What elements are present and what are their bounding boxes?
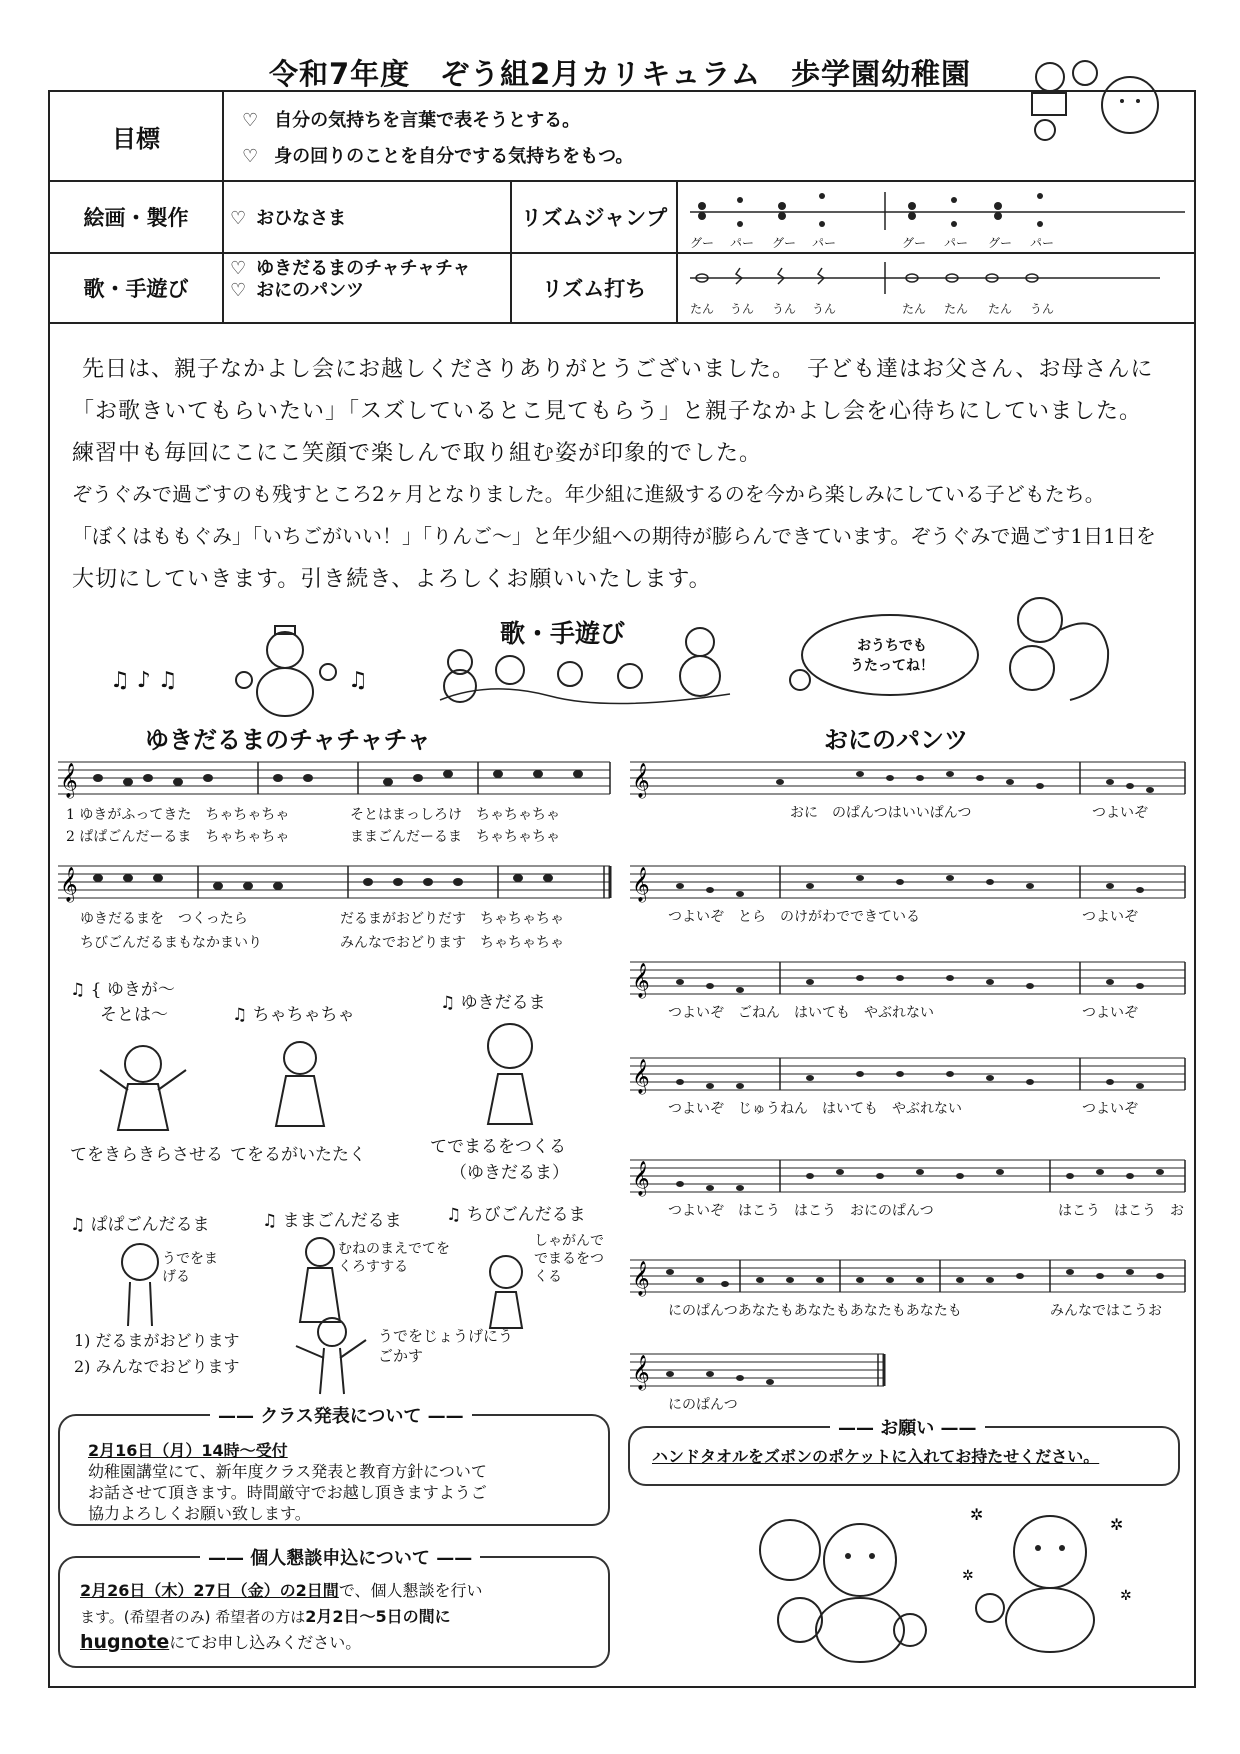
speech-bubble: おうちでも うたってね！ xyxy=(850,638,934,674)
song2-staff-6 xyxy=(630,1256,1190,1296)
rhythm-clap-label-3: うん xyxy=(772,302,797,316)
action-2-head: ♫ ちゃちゃちゃ xyxy=(232,1005,355,1025)
song1-lyric-4b: みんなでおどります ちゃちゃちゃ xyxy=(340,935,564,951)
song2-lyric-4a: つよいぞ じゅうねん はいても やぶれない xyxy=(668,1101,962,1117)
action-3-head: ♫ ゆきだるま xyxy=(440,993,546,1013)
song1-lyric-4a: ちびごんだるまもなかまいり xyxy=(80,935,262,951)
action-1-head: ♫ { ゆきが〜 xyxy=(70,980,175,1000)
goal-item-1: ♡ 自分の気持ちを言葉で表そうとする。 xyxy=(242,110,581,131)
child-clap-illustration xyxy=(260,1036,340,1136)
music-note-icon: ♫ xyxy=(348,668,368,693)
child-circle-illustration xyxy=(470,1020,550,1130)
song2-lyric-1b: つよいぞ xyxy=(1092,805,1148,821)
music-notes-icon: ♫ ♪ ♫ xyxy=(110,668,178,693)
action-3-desc-2: （ゆきだるま） xyxy=(450,1163,569,1183)
svg-text:𝄞: 𝄞 xyxy=(632,963,650,998)
page-title: 令和7年度 ぞう組2月カリキュラム 歩学園幼稚園 xyxy=(268,57,972,91)
rhythm-clap-label-7: たん xyxy=(988,302,1013,316)
song1-lyric-2b: ままごんだーるま ちゃちゃちゃ xyxy=(350,829,560,845)
rhythm-jump-label: リズムジャンプ xyxy=(520,206,668,230)
song2-staff-1 xyxy=(630,758,1190,798)
song2-staff-2 xyxy=(630,862,1190,902)
song2-lyric-2b: つよいぞ xyxy=(1082,909,1138,925)
rhythm-jump-label-2: パー xyxy=(730,236,755,250)
banner-scene-illustration xyxy=(430,590,740,710)
song2-lyric-3a: つよいぞ ごねん はいても やぶれない xyxy=(668,1005,934,1021)
interview-notice-line-3: hugnoteにてお申し込みください。 xyxy=(80,1631,362,1653)
svg-text:𝄞: 𝄞 xyxy=(632,763,650,798)
heart-icon: ♡ xyxy=(230,258,247,279)
rhythm-clap-label-4: うん xyxy=(812,302,837,316)
rhythm-clap-notation xyxy=(690,260,1190,300)
chibi-snowman-illustration xyxy=(476,1248,536,1338)
art-label: 絵画・製作 xyxy=(83,206,189,230)
heart-icon: ♡ xyxy=(230,280,247,301)
action-1-desc: てをきらきらさせる xyxy=(70,1145,223,1165)
song1-lyric-3b: だるまがおどりだす ちゃちゃちゃ xyxy=(340,911,564,927)
song2-lyric-1a: おに のぱんつはいいぱんつ xyxy=(790,805,972,821)
heart-icon: ♡ xyxy=(230,208,247,229)
song1-lyric-1a: 1 ゆきがふってきた ちゃちゃちゃ xyxy=(66,807,290,823)
rhythm-jump-label-5: グー xyxy=(902,236,927,250)
interview-notice-line-2: ます。(希望者のみ) 希望者の方は2月2日〜5日の間に xyxy=(80,1607,451,1626)
ogre-character-illustration xyxy=(990,590,1120,710)
art-content: ♡ おひなさま xyxy=(230,208,347,229)
svg-text:𝄞: 𝄞 xyxy=(60,867,78,902)
rhythm-clap-label-2: うん xyxy=(730,302,755,316)
song1-staff-2 xyxy=(58,862,613,902)
rhythm-jump-label-3: グー xyxy=(772,236,797,250)
action-b2-head: ♫ ままごんだるま xyxy=(262,1211,402,1231)
interview-notice-heading: —— 個人懇談申込について —— xyxy=(200,1544,480,1570)
rhythm-jump-notation xyxy=(690,190,1190,250)
action-b3-head: ♫ ちびごんだるま xyxy=(446,1205,586,1225)
heart-icon: ♡ xyxy=(242,146,259,167)
class-notice-line-2: お話させて頂きます。時間厳守でお越し頂きますようご xyxy=(88,1483,487,1502)
song2-lyric-6a: にのぱんつあなたもあなたもあなたもあなたも xyxy=(668,1303,962,1319)
goals-label: 目標 xyxy=(112,124,160,153)
snowman-bear-illustration xyxy=(960,1500,1140,1660)
action-2-desc: てをるがいたたく xyxy=(230,1145,366,1165)
goal-item-2: ♡ 身の回りのことを自分でする気持ちをもつ。 xyxy=(242,146,634,167)
song2-staff-5 xyxy=(630,1156,1190,1196)
action-3-desc: てでまるをつくる xyxy=(430,1137,566,1157)
song1-staff-1 xyxy=(58,758,613,798)
svg-text:✲: ✲ xyxy=(970,1505,984,1524)
song2-title: おにのパンツ xyxy=(824,726,968,754)
heart-icon: ♡ xyxy=(242,110,259,131)
song2-lyric-5b: はこう はこう お xyxy=(1058,1203,1184,1219)
letter-line-6: 大切にしていきます。引き続き、よろしくお願いいたします。 xyxy=(72,567,712,592)
rhythm-clap-label-5: たん xyxy=(902,302,927,316)
letter-line-1: 先日は、親子なかよし会にお越しくださりありがとうございました。 子ども達はお父さん、お母さんに xyxy=(82,357,1154,382)
class-notice-line-1: 幼稚園講堂にて、新年度クラス発表と教育方針について xyxy=(88,1462,487,1481)
rhythm-clap-label-8: うん xyxy=(1030,302,1055,316)
class-notice-heading: —— クラス発表について —— xyxy=(210,1402,472,1428)
letter-line-3: 練習中も毎回にこにこ笑顔で楽しんで取り組む姿が印象的でした。 xyxy=(72,441,763,466)
dancing-child-illustration xyxy=(290,1310,370,1400)
svg-text:𝄞: 𝄞 xyxy=(632,867,650,902)
song2-lyric-5a: つよいぞ はこう はこう おにのぱんつ xyxy=(668,1203,934,1219)
song2-staff-4 xyxy=(630,1054,1190,1094)
svg-text:𝄞: 𝄞 xyxy=(60,763,78,798)
letter-line-5: 「ぼくはももぐみ」「いちごがいい！」「りんご〜」と年少組への期待が膨らんできています。ぞうぐみで過ごす1日1日を xyxy=(72,524,1156,548)
song2-lyric-6b: みんなではこうお xyxy=(1050,1303,1162,1319)
svg-text:𝄞: 𝄞 xyxy=(632,1261,650,1296)
action-c2: 2) みんなでおどります xyxy=(74,1357,240,1376)
class-notice-date: 2月16日（月）14時〜受付 xyxy=(88,1441,288,1460)
request-heading: —— お願い —— xyxy=(830,1414,985,1440)
song2-lyric-4b: つよいぞ xyxy=(1082,1101,1138,1117)
svg-text:𝄞: 𝄞 xyxy=(632,1161,650,1196)
action-b1-head: ♫ ぱぱごんだるま xyxy=(70,1215,210,1235)
rhythm-jump-label-8: パー xyxy=(1030,236,1055,250)
action-b1-desc: うでをまげる xyxy=(162,1251,218,1285)
song2-lyric-3b: つよいぞ xyxy=(1082,1005,1138,1021)
action-1-head-2: そとは〜 xyxy=(100,1005,168,1025)
action-c1: 1) だるまがおどります xyxy=(74,1331,240,1350)
svg-text:✲: ✲ xyxy=(962,1568,974,1584)
letter-line-4: ぞうぐみで過ごすのも残すところ2ヶ月となりました。年少組に進級するのを今から楽しみにしている子どもたち。 xyxy=(72,482,1105,506)
child-hands-up-illustration xyxy=(88,1040,198,1140)
rhythm-clap-label-1: たん xyxy=(690,302,715,316)
song1-title: ゆきだるまのチャチャチャ xyxy=(145,726,431,754)
song1-lyric-2a: 2 ぱぱごんだーるま ちゃちゃちゃ xyxy=(66,829,290,845)
song-content: ♡ ゆきだるまのチャチャチャ ♡ おにのパンツ xyxy=(230,258,471,301)
snowmen-group-illustration xyxy=(740,1500,940,1670)
song1-lyric-1b: そとはまっしろけ ちゃちゃちゃ xyxy=(350,807,560,823)
action-c-desc: うでをじょうげにうごかす xyxy=(378,1327,514,1365)
svg-text:𝄞: 𝄞 xyxy=(632,1059,650,1094)
section-banner: 歌・手遊び xyxy=(500,619,626,648)
rhythm-jump-label-7: グー xyxy=(988,236,1013,250)
action-b3-desc: しゃがんででまるをつくる xyxy=(534,1233,604,1285)
request-text: ハンドタオルをズボンのポケットに入れてお持たせください。 xyxy=(652,1447,1100,1466)
class-notice-line-3: 協力よろしくお願い致します。 xyxy=(88,1504,311,1523)
song2-lyric-7: にのぱんつ xyxy=(668,1397,738,1413)
rhythm-jump-label-4: パー xyxy=(812,236,837,250)
song2-lyric-2a: つよいぞ とら のけがわでできている xyxy=(668,909,920,925)
rhythm-jump-label-1: グー xyxy=(690,236,715,250)
song2-staff-7 xyxy=(630,1350,890,1390)
svg-text:𝄞: 𝄞 xyxy=(632,1355,650,1390)
rhythm-jump-label-6: パー xyxy=(944,236,969,250)
rhythm-clap-label: リズム打ち xyxy=(541,277,647,301)
svg-text:✲: ✲ xyxy=(1110,1515,1124,1534)
song1-lyric-3a: ゆきだるまを つくったら xyxy=(80,911,248,927)
song-label: 歌・手遊び xyxy=(83,277,189,301)
interview-notice-line-1: 2月26日（木）27日（金）の2日間で、個人懇談を行い xyxy=(80,1581,483,1600)
song2-staff-3 xyxy=(630,958,1190,998)
snowman-illustration xyxy=(230,620,340,720)
action-b2-desc: むねのまえでてをくろすする xyxy=(338,1241,450,1275)
svg-text:✲: ✲ xyxy=(1120,1588,1132,1604)
rhythm-clap-label-6: たん xyxy=(944,302,969,316)
letter-line-2: 「お歌きいてもらいたい」「スズしているとこ見てもらう」と親子なかよし会を心待ちにしていました。 xyxy=(72,399,1143,424)
